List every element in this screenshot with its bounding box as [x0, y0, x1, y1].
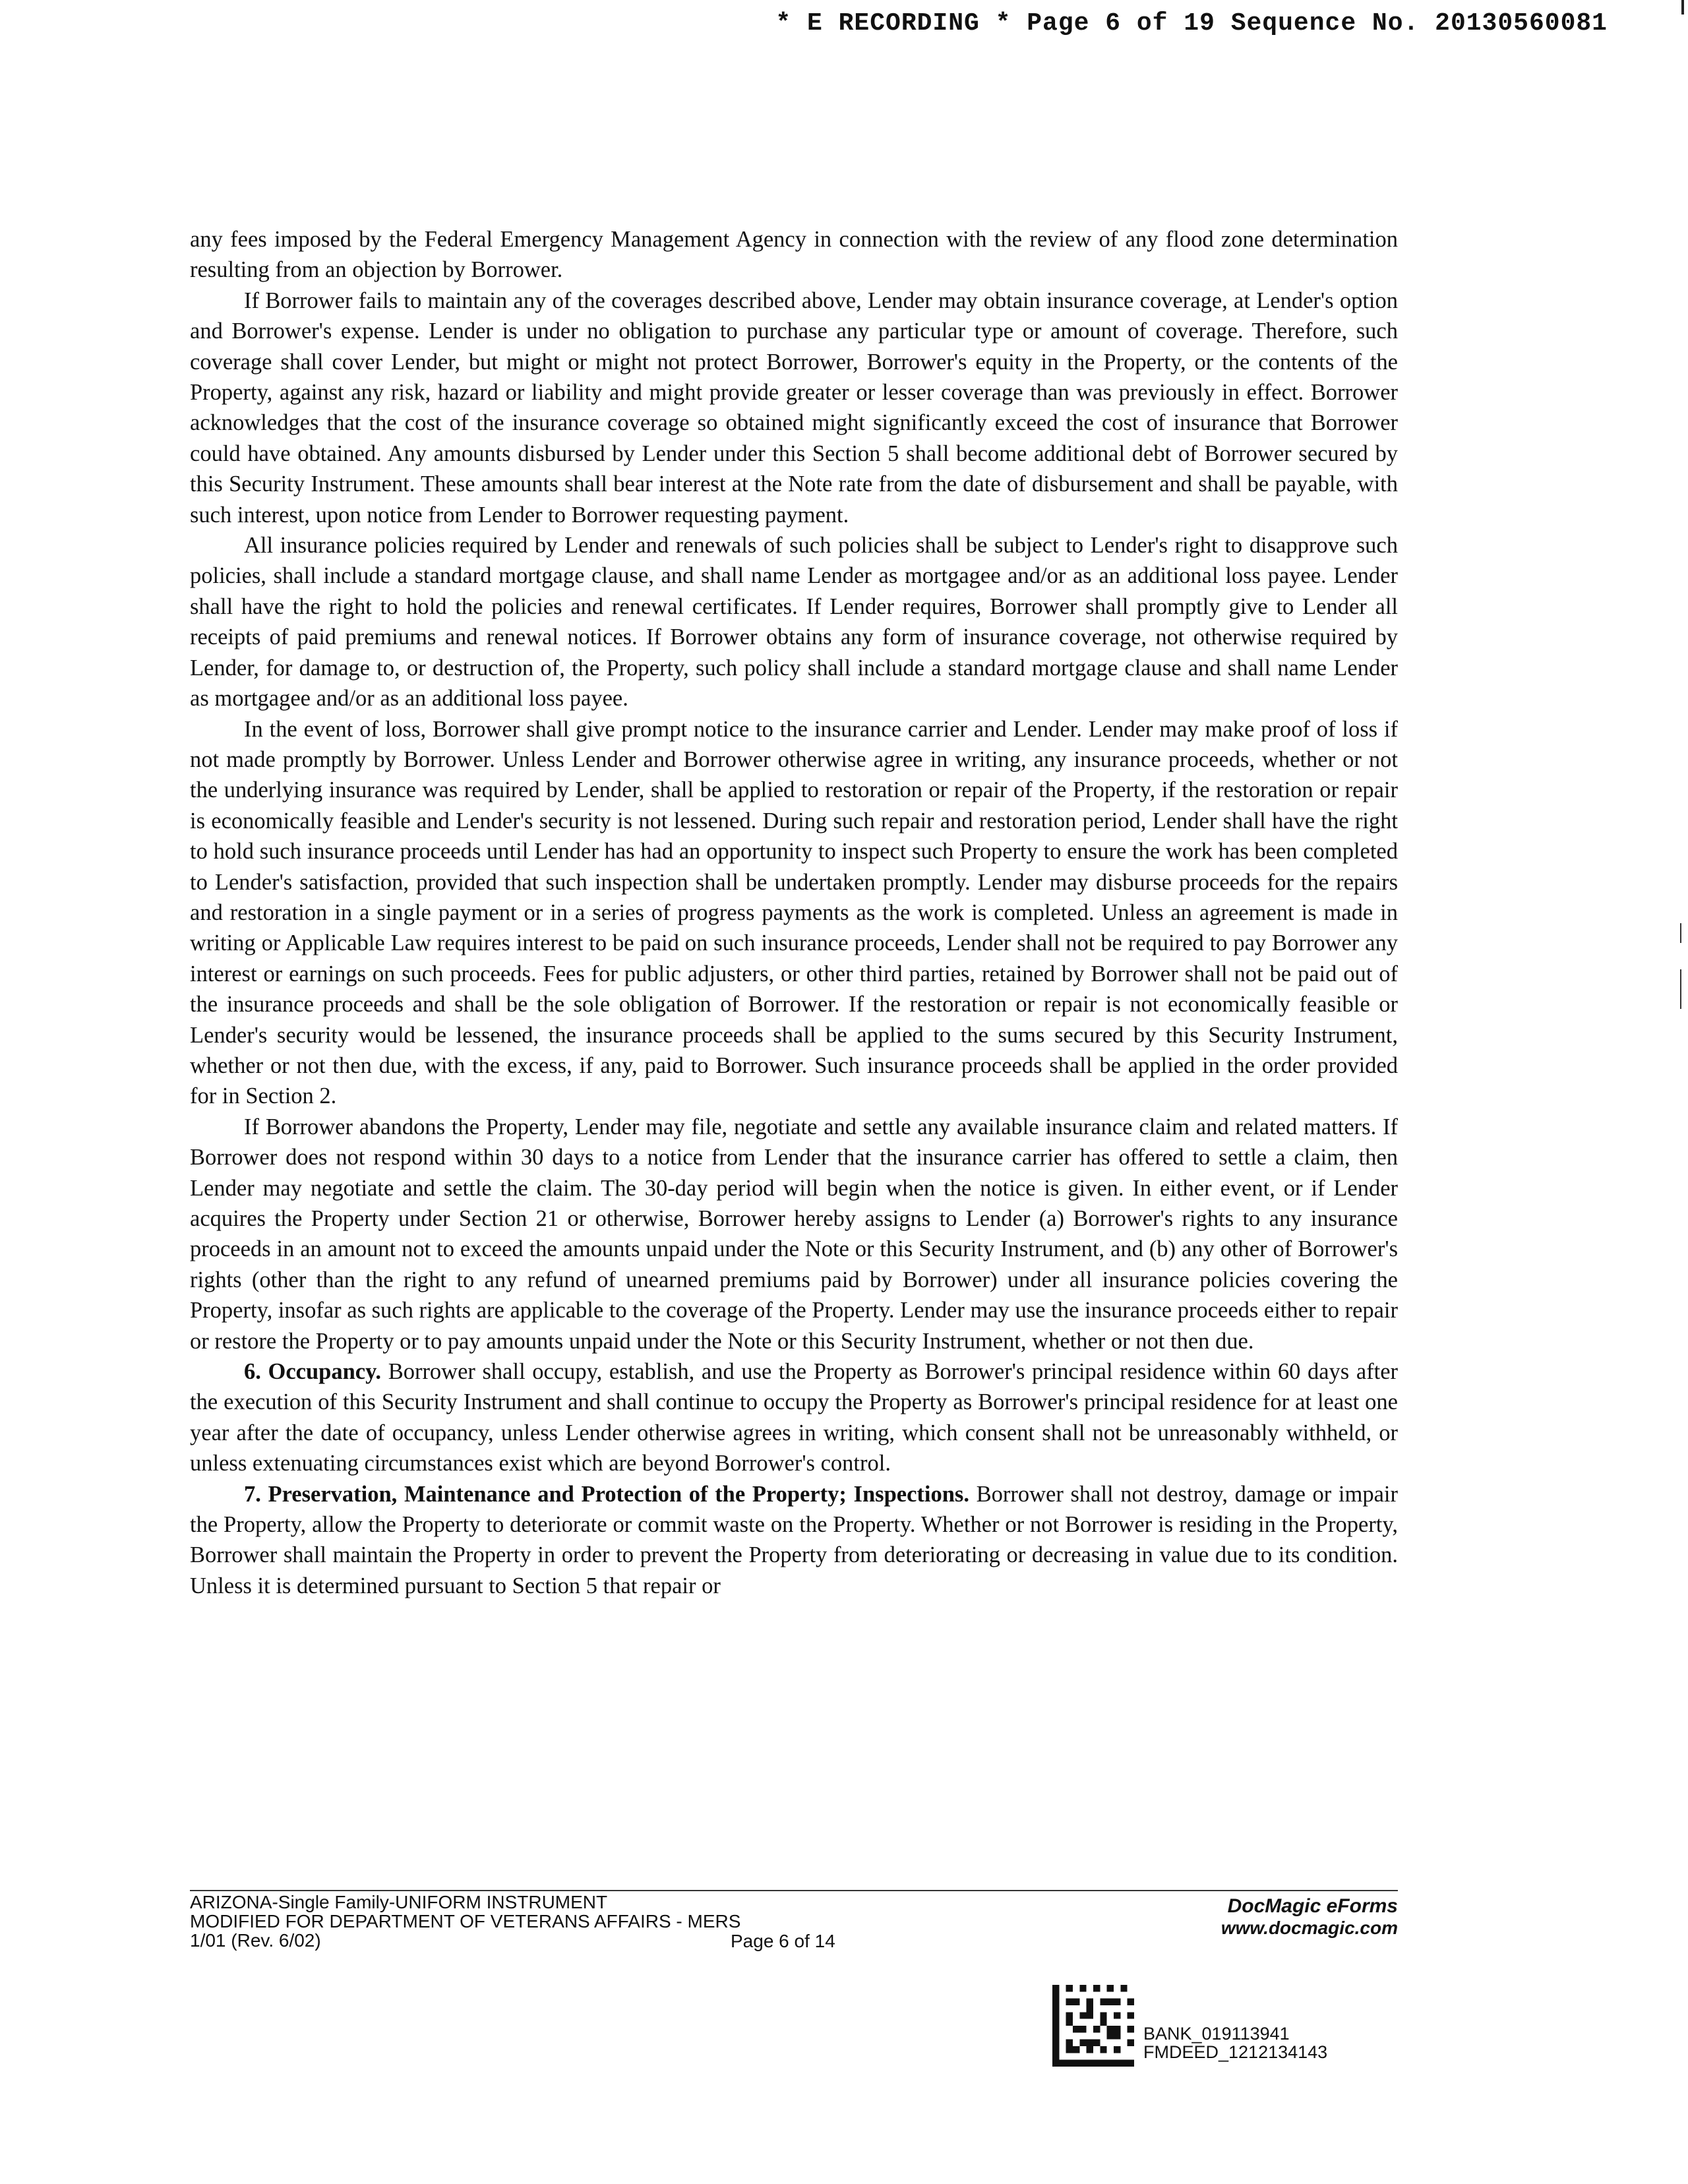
section-7-heading: 7. Preservation, Maintenance and Protection of the Property; Inspections. — [244, 1481, 969, 1507]
paragraph-insurance-policies: All insurance policies required by Lender and renewals of such policies shall be subject to Lender's right to disapprove such policies, shall include a standard mortgage clause, and shall name Lender as mortgagee and/or as an additional loss payee. Lender shall have the right to hold the policies and renewal certificates. If Lender requires, Borrower shall promptly give to Lender all receipts of paid premiums and renewal notices. If Borrower obtains any form of insurance coverage, not otherwise required by Lender, for damage to, or destruction of, the Property, such policy shall include a standard mortgage clause and shall name Lender as mortgagee and/or as an additional loss payee. — [190, 533, 1398, 712]
document-body — [190, 224, 1398, 1601]
paragraph-lender-coverage: If Borrower fails to maintain any of the coverages described above, Lender may obtain insurance coverage, at Lender's option and Borrower's expense. Lender is under no obligation to purchase any particular type or amount of coverage. Therefore, such coverage shall cover Lender, but might or might not protect Borrower, Borrower's equity in the Property, or the contents of the Property, against any risk, hazard or liability and might provide greater or lesser coverage than was previously in effect. Borrower acknowledges that the cost of the insurance coverage so obtained might significantly exceed the cost of insurance that Borrower could have obtained. Any amounts disbursed by Lender under this Section 5 shall become additional debt of Borrower secured by this Security Instrument. These amounts shall bear interest at the Note rate from the date of disbursement and shall be payable, with such interest, upon notice from Lender to Borrower requesting payment. — [190, 288, 1398, 528]
footer-page-number: Page 6 of 14 — [731, 1931, 835, 1951]
form-title: ARIZONA-Single Family-UNIFORM INSTRUMENT — [190, 1892, 608, 1912]
form-subtitle: MODIFIED FOR DEPARTMENT OF VETERANS AFFAIRS - MERS — [190, 1911, 741, 1931]
barcode-labels — [1143, 2024, 1327, 2061]
brand-url: www.docmagic.com — [1221, 1918, 1398, 1938]
section-6-heading: 6. Occupancy. — [244, 1359, 382, 1385]
section-7-preservation — [190, 1479, 1398, 1602]
paragraph-abandonment: If Borrower abandons the Property, Lender may file, negotiate and settle any available insurance claim and related matters. If Borrower does not respond within 30 days to a notice from Lender that the insurance carrier has offered to settle a claim, then Lender may negotiate and settle the claim. The 30-day period will begin when the notice is given. In either event, or if Lender acquires the Property under Section 21 or otherwise, Borrower hereby assigns to Lender (a) Borrower's rights to any insurance proceeds in an amount not to exceed the amounts unpaid under the Note or this Security Instrument, and (b) any other of Borrower's rights (other than the right to any refund of unearned premiums paid by Borrower) under all insurance policies covering the Property, insofar as such rights are applicable to the coverage of the Property. Lender may use the insurance proceeds either to repair or restore the Property or to pay amounts unpaid under the Note or this Security Instrument, whether or not then due. — [190, 1114, 1398, 1354]
scan-edge-tick — [1680, 923, 1681, 943]
2d-barcode-icon — [1052, 1985, 1134, 2067]
scan-edge-mark — [1681, 0, 1684, 15]
paragraph-flood-fees: any fees imposed by the Federal Emergency Management Agency in connection with the review of any flood zone determination resulting from an objection by Borrower. — [190, 227, 1398, 283]
paragraph-event-of-loss: In the event of loss, Borrower shall give prompt notice to the insurance carrier and Lender. Lender may make proof of loss if not made promptly by Borrower. Unless Lender and Borrower otherwise agree in writing, any insurance proceeds, whether or not the underlying insurance was required by Lender, shall be applied to restoration or repair of the Property, if the restoration or repair is economically feasible and Lender's security is not lessened. During such repair and restoration period, Lender shall have the right to hold such insurance proceeds until Lender has had an opportunity to inspect such Property to ensure the work has been completed to Lender's satisfaction, provided that such inspection shall be undertaken promptly. Lender may disburse proceeds for the repairs and restoration in a single payment or in a series of progress payments as the work is completed. Unless an agreement is made in writing or Applicable Law requires interest to be paid on such insurance proceeds, Lender shall not be required to pay Borrower any interest or earnings on such proceeds. Fees for public adjusters, or other third parties, retained by Borrower shall not be paid out of the insurance proceeds and shall be the sole obligation of Borrower. If the restoration or repair is not economically feasible or Lender's security would be lessened, the insurance proceeds shall be applied to the sums secured by this Security Instrument, whether or not then due, with the excess, if any, paid to Borrower. Such insurance proceeds shall be applied in the order provided for in Section 2. — [190, 716, 1398, 1109]
scan-edge-tick — [1680, 969, 1681, 1009]
deed-code: FMDEED_1212134143 — [1143, 2042, 1328, 2062]
brand-name: DocMagic eForms — [1227, 1895, 1398, 1917]
form-revision: 1/01 (Rev. 6/02) — [190, 1930, 321, 1951]
bank-code: BANK_019113941 — [1143, 2024, 1290, 2044]
section-7-text: Borrower shall not destroy, damage or impair the Property, allow the Property to deteriorate or commit waste on the Property. Whether or not Borrower is residing in the Property, Borrower shall maintain the Property in order to prevent the Property from deteriorating or decreasing in value due to its condition. Unless it is determined pursuant to Section 5 that repair or — [190, 1481, 1398, 1598]
section-6-text: Borrower shall occupy, establish, and use the Property as Borrower's principal residence within 60 days after the execution of this Security Instrument and shall continue to occupy the Property as Borrower's principal residence for at least one year after the date of occupancy, unless Lender otherwise agrees in writing, which consent shall not be unreasonably withheld, or unless extenuating circumstances exist which are beyond Borrower's control. — [190, 1359, 1399, 1476]
section-6-occupancy — [190, 1356, 1398, 1479]
footer-form-info — [190, 1893, 740, 1950]
recording-header: * E RECORDING * Page 6 of 19 Sequence No. 20130560081 — [775, 9, 1608, 38]
docmagic-logo — [1221, 1895, 1398, 1939]
footer-divider — [190, 1890, 1398, 1891]
